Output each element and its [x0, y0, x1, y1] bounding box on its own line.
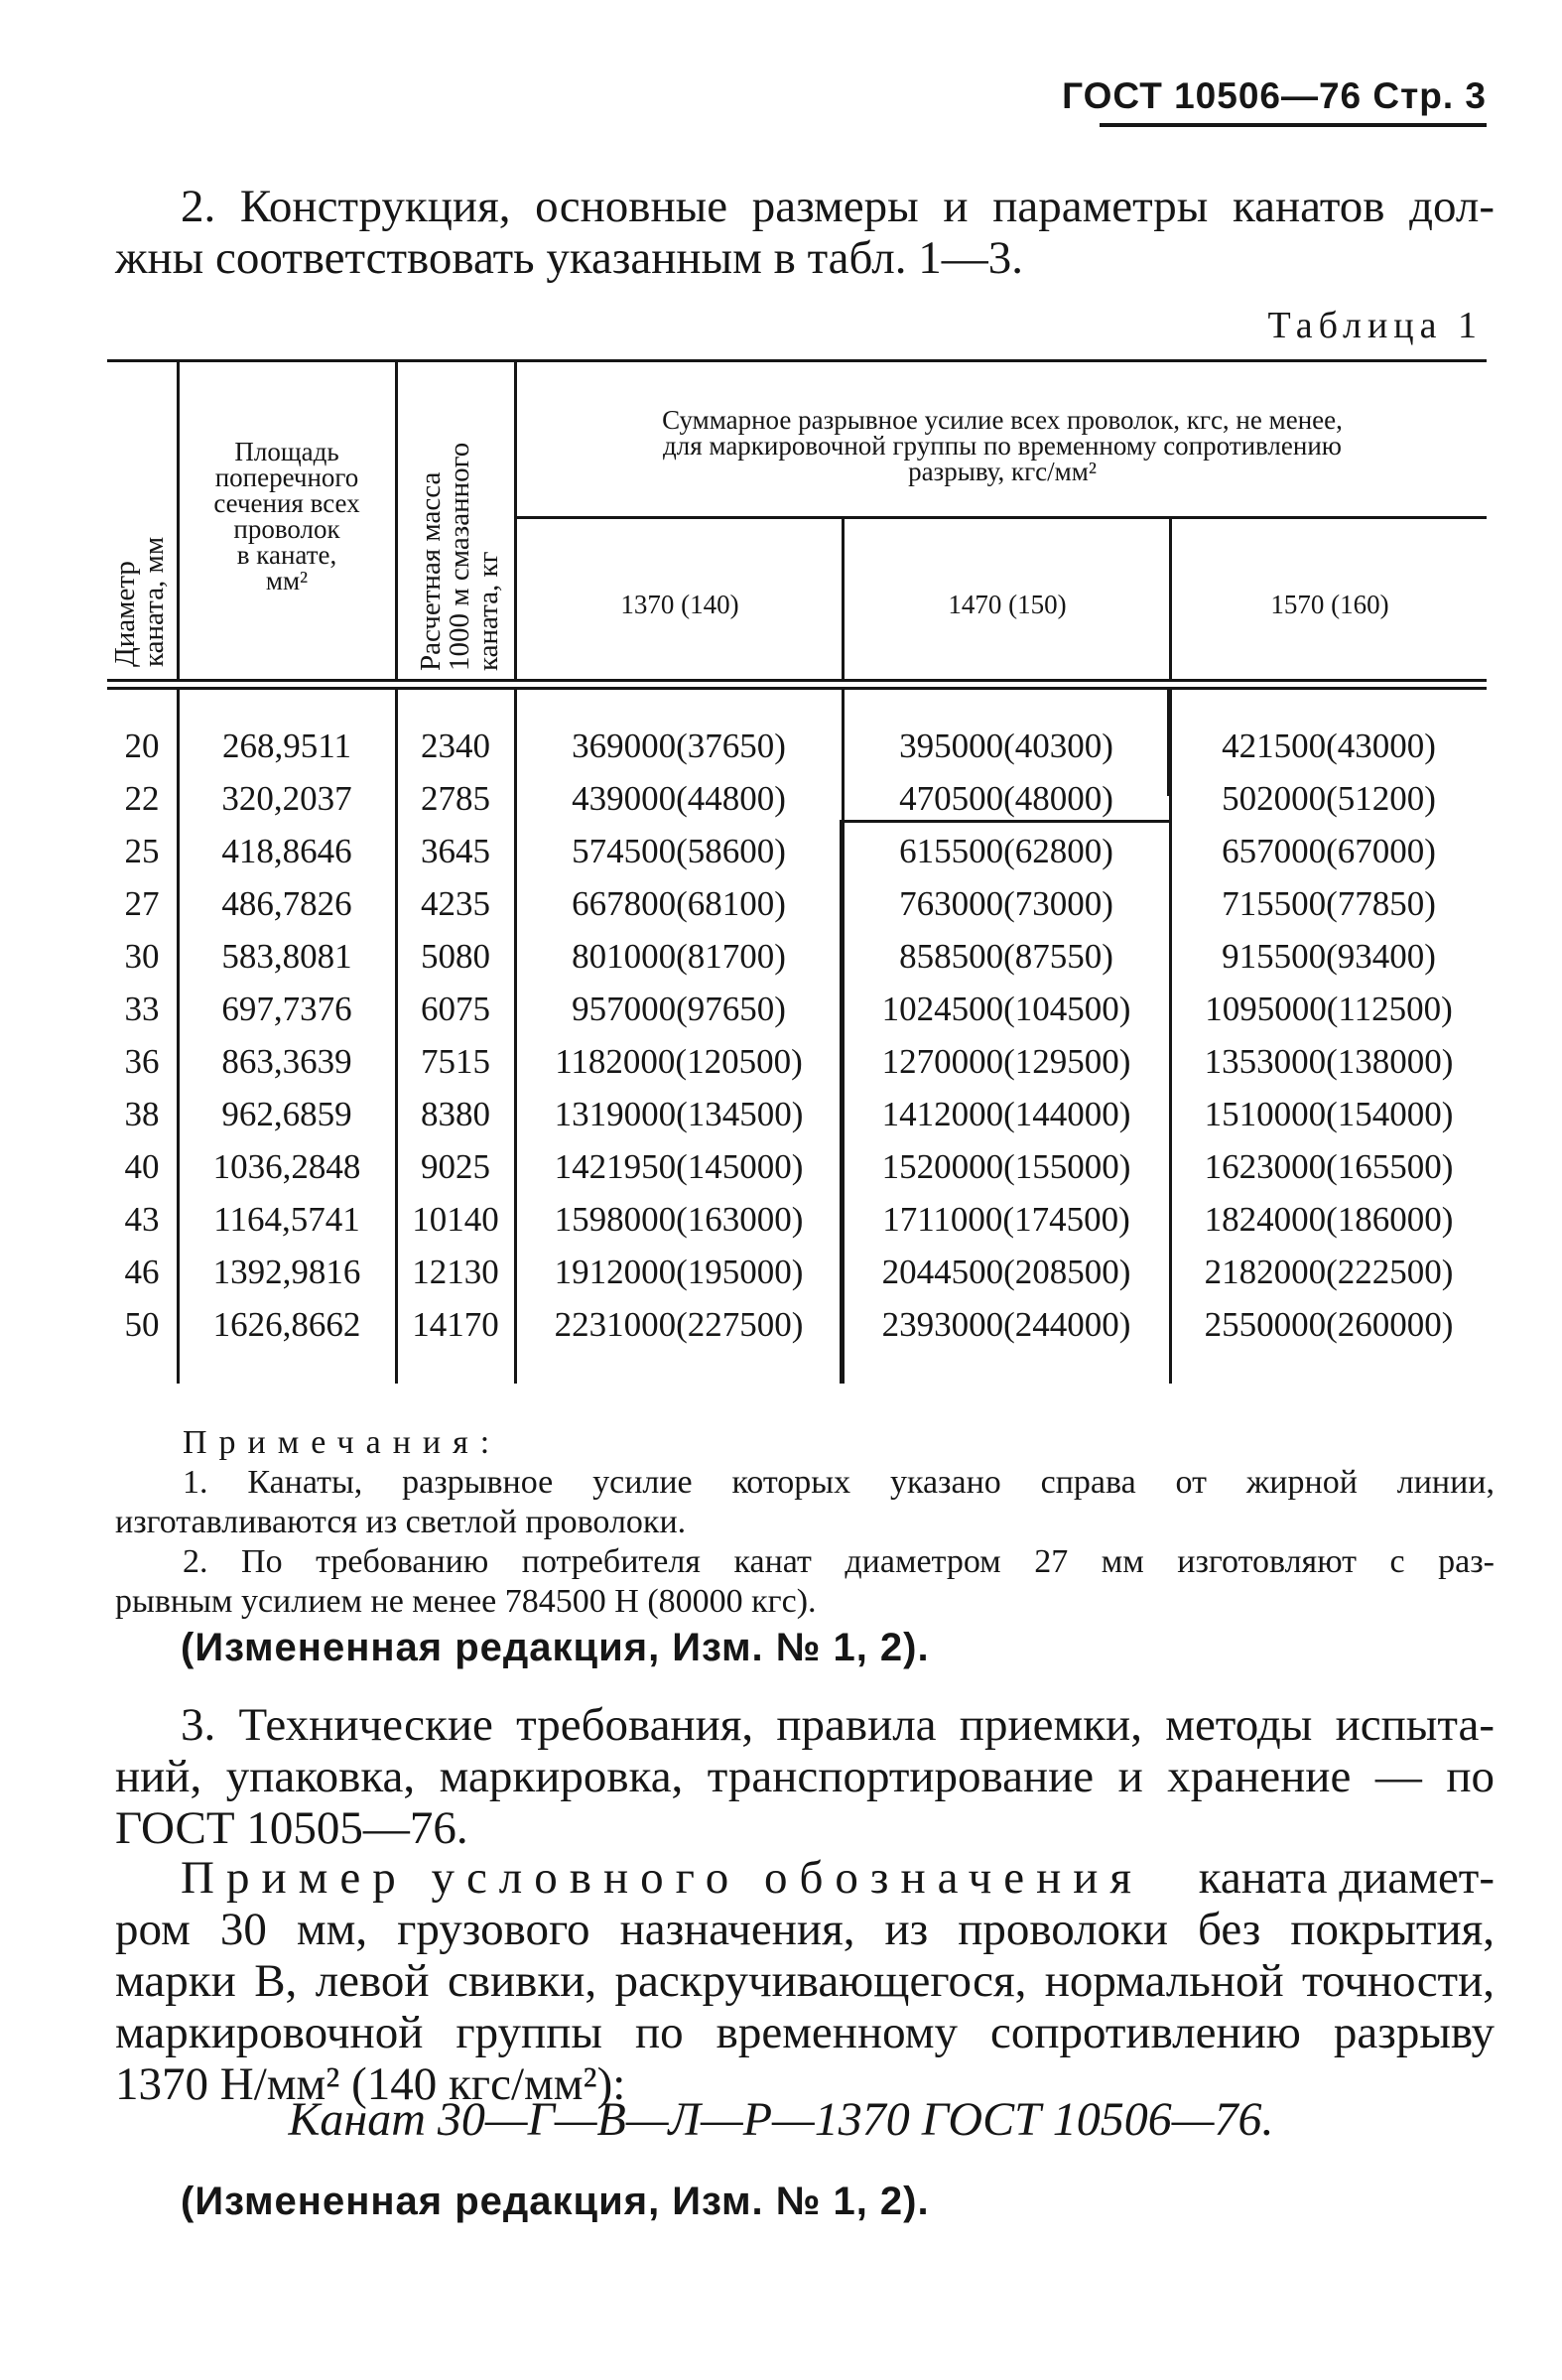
cell-diameter: 46 [124, 1253, 160, 1291]
cell-area: 962,6859 [221, 1095, 352, 1133]
cell-area: 583,8081 [221, 937, 352, 976]
cell-area: 268,9511 [222, 727, 351, 765]
cell-diameter: 38 [124, 1095, 160, 1133]
cell-area: 1392,9816 [212, 1253, 361, 1291]
note-2-line-1: 2. По требованию потребителя канат диаметром 27 мм изготовляют с раз- [183, 1543, 1495, 1580]
col-divider-4-head [842, 516, 845, 679]
group-rule [516, 516, 1487, 519]
cell-mass: 2340 [421, 727, 490, 765]
table-row [107, 984, 1487, 1036]
intro-line-1: 2. Конструкция, основные размеры и параметры канатов дол- [181, 181, 1495, 232]
cell-force-1470: 1412000(144000) [881, 1095, 1131, 1133]
cell-force-1470: 2393000(244000) [881, 1305, 1131, 1344]
table-top-rule [107, 359, 1487, 362]
cell-force-1470: 1024500(104500) [881, 990, 1131, 1028]
cell-force-1570: 657000(67000) [1222, 832, 1436, 870]
cell-mass: 3645 [421, 832, 490, 870]
table-row [107, 878, 1487, 931]
cell-force-1370: 369000(37650) [572, 727, 786, 765]
cell-force-1570: 1353000(138000) [1204, 1042, 1454, 1081]
example-paragraph [115, 1852, 1495, 2110]
section-3-line-3: ГОСТ 10505—76. [115, 1802, 468, 1854]
cell-force-1370: 1182000(120500) [555, 1042, 803, 1081]
col-divider-3-head [514, 361, 517, 679]
cell-force-1570: 715500(77850) [1222, 884, 1436, 923]
cell-diameter: 27 [124, 884, 160, 923]
page-header: ГОСТ 10506—76 Стр. 3 [1062, 75, 1487, 116]
table-row [107, 826, 1487, 878]
example-line-1-rest: каната диамет- [1198, 1852, 1495, 1904]
cell-mass: 12130 [412, 1253, 499, 1291]
table-row [107, 1194, 1487, 1247]
header-rule-2 [107, 687, 1487, 690]
col-header-area-line-1: Площадь [234, 437, 339, 466]
table-row [107, 931, 1487, 984]
revision-note-1: (Измененная редакция, Изм. № 1, 2). [181, 1626, 930, 1669]
cell-area: 320,2037 [221, 779, 352, 818]
col-header-area-line-3: сечения всех [213, 488, 360, 518]
col-divider-1-head [177, 361, 180, 679]
cell-force-1570: 1623000(165500) [1204, 1147, 1454, 1186]
table-row [107, 721, 1487, 773]
col-header-area-line-4: проволок [233, 514, 340, 544]
cell-force-1470: 1270000(129500) [881, 1042, 1131, 1081]
table-body [107, 721, 1487, 1352]
example-line-1 [115, 1852, 1495, 1904]
cell-force-1470: 2044500(208500) [881, 1253, 1131, 1291]
table-row [107, 1089, 1487, 1141]
col-header-diameter-line-1: Диаметр [109, 561, 141, 667]
cell-force-1470: 470500(48000) [899, 779, 1113, 818]
cell-force-1370: 2231000(227500) [554, 1305, 804, 1344]
col-header-diameter [111, 537, 169, 667]
cell-area: 418,8646 [221, 832, 352, 870]
cell-mass: 6075 [421, 990, 490, 1028]
cell-force-1370: 574500(58600) [572, 832, 786, 870]
col-header-area-line-6: мм² [265, 566, 309, 595]
col-header-area-line-2: поперечного [214, 463, 359, 492]
cell-mass: 8380 [421, 1095, 490, 1133]
subheader-1370: 1370 (140) [620, 590, 739, 619]
cell-force-1470: 763000(73000) [899, 884, 1113, 923]
example-lead: Пример условного обозначения [181, 1852, 1143, 1904]
col-divider-2-head [395, 361, 398, 679]
col-divider-5-head [1169, 516, 1172, 679]
cell-force-1370: 801000(81700) [572, 937, 786, 976]
cell-area: 1626,8662 [212, 1305, 361, 1344]
notes [115, 1423, 1495, 1622]
cell-mass: 5080 [421, 937, 490, 976]
cell-area: 863,3639 [221, 1042, 352, 1081]
col-header-breaking-force [518, 407, 1487, 484]
cell-force-1370: 439000(44800) [572, 779, 786, 818]
cell-force-1470: 395000(40300) [899, 727, 1113, 765]
cell-mass: 14170 [412, 1305, 499, 1344]
col-header-mass-line-2: 1000 м смазанного [444, 442, 475, 671]
cell-force-1570: 1095000(112500) [1205, 990, 1453, 1028]
cell-diameter: 33 [124, 990, 160, 1028]
cell-force-1570: 502000(51200) [1222, 779, 1436, 818]
revision-note-2: (Измененная редакция, Изм. № 1, 2). [181, 2180, 930, 2223]
subheader-1570: 1570 (160) [1270, 590, 1389, 619]
cell-area: 1036,2848 [212, 1147, 361, 1186]
cell-force-1570: 2182000(222500) [1204, 1253, 1454, 1291]
cell-mass: 10140 [412, 1200, 499, 1239]
cell-diameter: 36 [124, 1042, 160, 1081]
cell-area: 697,7376 [221, 990, 352, 1028]
cell-diameter: 25 [124, 832, 160, 870]
col-header-mass-line-1: Расчетная масса [415, 471, 447, 671]
section-3 [115, 1699, 1495, 1854]
example-line-3: марки В, левой свивки, раскручивающегося, нормальной точности, [115, 1955, 1495, 2007]
col-header-mass [417, 443, 503, 671]
cell-force-1370: 957000(97650) [572, 990, 786, 1028]
designation-example: Канат 30—Г—В—Л—Р—1370 ГОСТ 10506—76. [288, 2093, 1274, 2146]
group-header-line-3: разрыву, кгс/мм² [908, 457, 1097, 486]
table-caption: Таблица 1 [1267, 305, 1483, 346]
group-header-line-2: для маркировочной группы по временному сопротивлению [663, 431, 1342, 461]
note-1-line-2: изготавливаются из светлой проволоки. [115, 1504, 687, 1540]
section-3-line-1: 3. Технические требования, правила приемки, методы испыта- [181, 1699, 1495, 1751]
cell-force-1370: 667800(68100) [572, 884, 786, 923]
subheader-1470: 1470 (150) [948, 590, 1067, 619]
table-row [107, 1141, 1487, 1194]
notes-title: Примечания: [183, 1424, 502, 1461]
cell-force-1570: 1824000(186000) [1204, 1200, 1454, 1239]
cell-area: 1164,5741 [213, 1200, 360, 1239]
cell-mass: 9025 [421, 1147, 490, 1186]
cell-force-1470: 858500(87550) [899, 937, 1113, 976]
example-line-5: 1370 Н/мм² (140 кгс/мм²): [115, 2058, 626, 2110]
table-row [107, 1247, 1487, 1299]
col-header-mass-line-3: каната, кг [472, 551, 504, 671]
intro-line-2: жны соответствовать указанным в табл. 1—3. [115, 232, 1023, 284]
col-header-diameter-line-2: каната, мм [138, 536, 170, 667]
cell-force-1370: 1319000(134500) [554, 1095, 804, 1133]
col-header-area-line-5: в канате, [236, 540, 337, 570]
cell-mass: 7515 [421, 1042, 490, 1081]
cell-diameter: 43 [124, 1200, 160, 1239]
cell-diameter: 22 [124, 779, 160, 818]
cell-area: 486,7826 [221, 884, 352, 923]
example-line-4: маркировочной группы по временному сопротивлению разрыву [115, 2007, 1495, 2058]
cell-force-1470: 1711000(174500) [882, 1200, 1130, 1239]
section-3-line-2: ний, упаковка, маркировка, транспортирование и хранение — по [115, 1751, 1495, 1802]
table-row [107, 1299, 1487, 1352]
table-row [107, 773, 1487, 826]
cell-force-1570: 915500(93400) [1222, 937, 1436, 976]
cell-diameter: 40 [124, 1147, 160, 1186]
cell-force-1470: 1520000(155000) [881, 1147, 1131, 1186]
cell-force-1370: 1912000(195000) [554, 1253, 804, 1291]
cell-mass: 2785 [421, 779, 490, 818]
col-header-area [181, 439, 393, 594]
cell-force-1570: 421500(43000) [1222, 727, 1436, 765]
note-1-line-1: 1. Канаты, разрывное усилие которых указано справа от жирной линии, [183, 1464, 1495, 1501]
cell-diameter: 20 [124, 727, 160, 765]
cell-diameter: 50 [124, 1305, 160, 1344]
cell-diameter: 30 [124, 937, 160, 976]
cell-mass: 4235 [421, 884, 490, 923]
note-2-line-2: рывным усилием не менее 784500 Н (80000 кгс). [115, 1583, 817, 1620]
cell-force-1570: 2550000(260000) [1204, 1305, 1454, 1344]
cell-force-1370: 1598000(163000) [554, 1200, 804, 1239]
group-header-line-1: Суммарное разрывное усилие всех проволок, кгс, не менее, [662, 405, 1343, 435]
table-row [107, 1036, 1487, 1089]
cell-force-1470: 615500(62800) [899, 832, 1113, 870]
cell-force-1370: 1421950(145000) [554, 1147, 804, 1186]
example-line-2: ром 30 мм, грузового назначения, из проволоки без покрытия, [115, 1904, 1495, 1955]
header-rule-1 [107, 679, 1487, 682]
cell-force-1570: 1510000(154000) [1204, 1095, 1454, 1133]
